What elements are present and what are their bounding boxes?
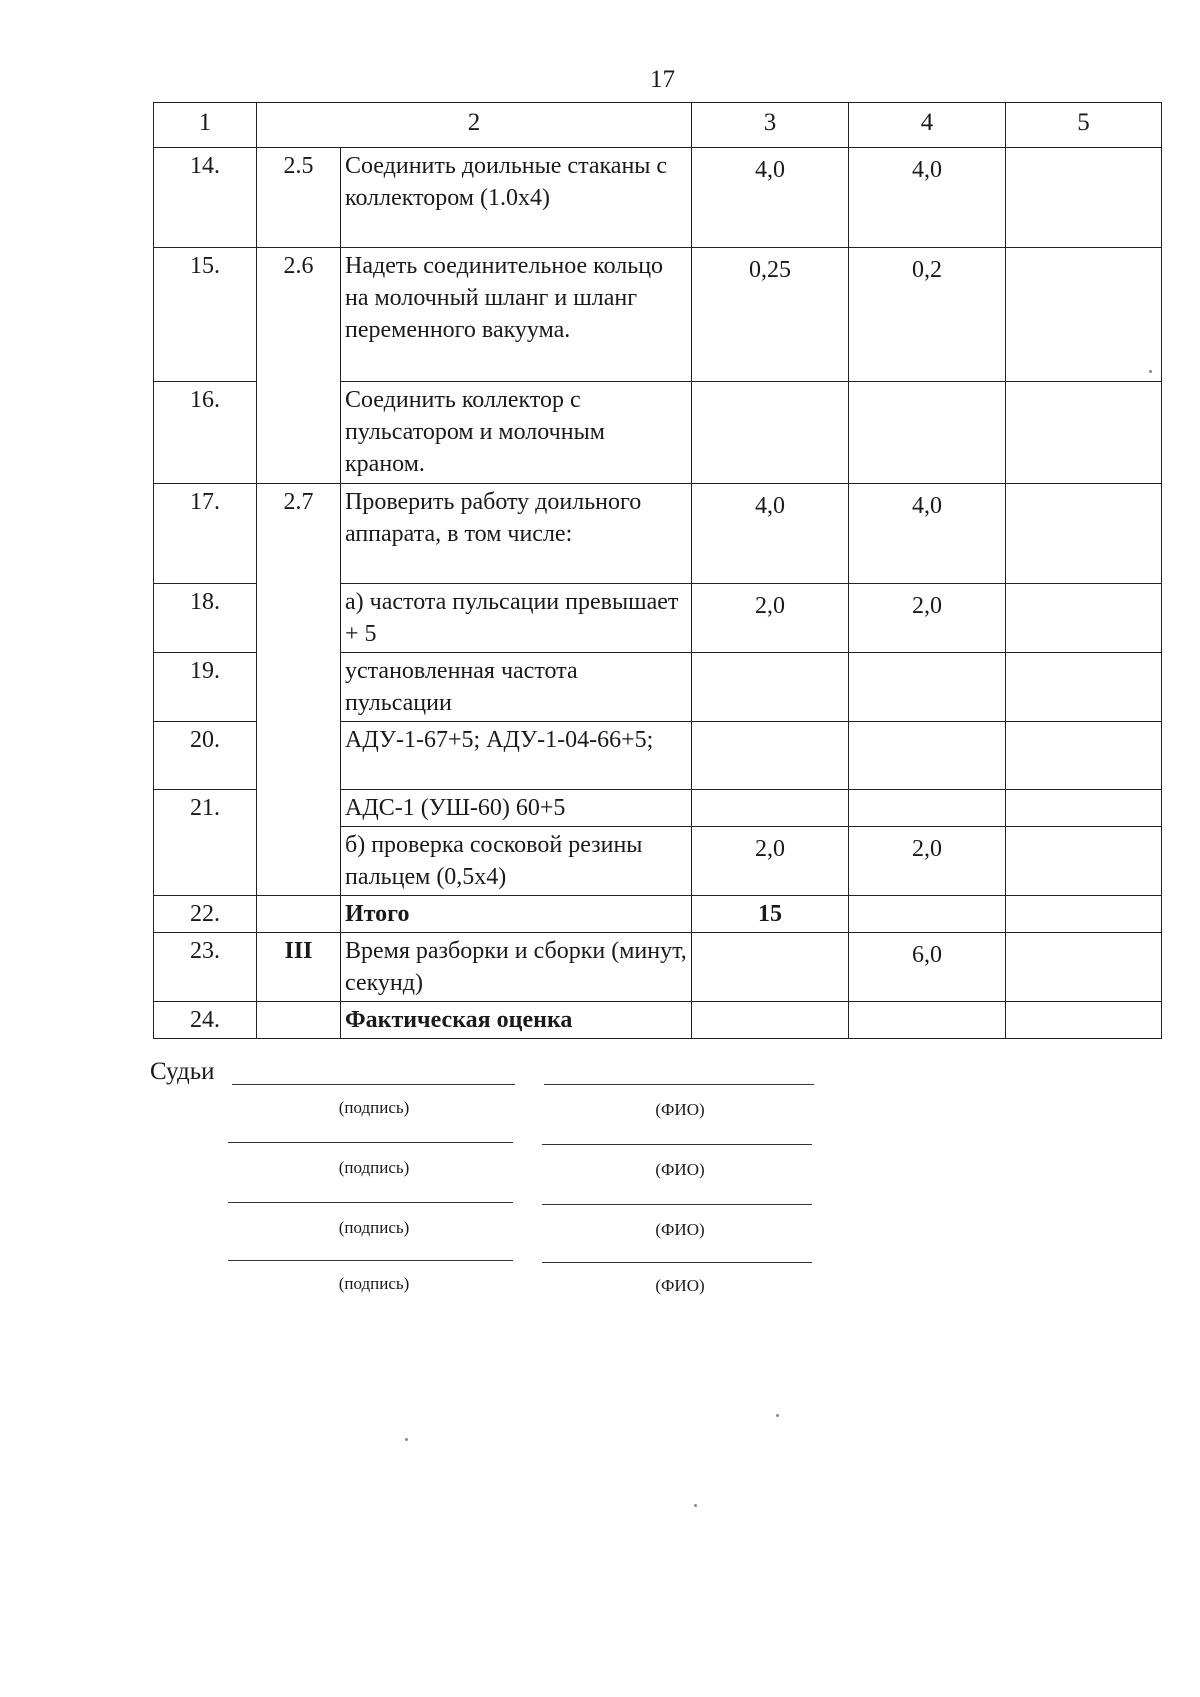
signature-line[interactable] <box>232 1084 515 1085</box>
header-col-2: 2 <box>257 103 692 148</box>
table-row <box>154 484 1162 584</box>
row-text: Итого <box>341 896 692 933</box>
row-code: 2.6 <box>257 248 341 484</box>
row-col-5 <box>1006 148 1162 248</box>
row-col-3: 4,0 <box>692 148 849 248</box>
row-col-5 <box>1006 896 1162 933</box>
name-line[interactable] <box>544 1084 814 1085</box>
signature-caption: (подпись) <box>338 1218 410 1237</box>
name-caption: (ФИО) <box>655 1160 705 1179</box>
row-number: 22. <box>154 896 257 933</box>
header-col-4: 4 <box>849 103 1006 148</box>
row-col-4: 2,0 <box>849 827 1006 896</box>
row-col-5 <box>1006 653 1162 722</box>
row-col-3: 4,0 <box>692 484 849 584</box>
row-code <box>257 896 341 933</box>
row-text: Надеть соединительное кольцо на молочный шланг и шланг переменного вакуума. <box>341 248 692 382</box>
row-number: 23. <box>154 933 257 1002</box>
row-col-5 <box>1006 484 1162 584</box>
table-row <box>154 1002 1162 1039</box>
judges-signature-block <box>150 1058 850 1318</box>
row-code <box>257 1002 341 1039</box>
signature-caption: (подпись) <box>338 1098 410 1117</box>
row-col-4: 4,0 <box>849 148 1006 248</box>
row-number: 15. <box>154 248 257 382</box>
row-number: 24. <box>154 1002 257 1039</box>
name-line[interactable] <box>542 1204 812 1205</box>
signature-caption: (подпись) <box>338 1158 410 1177</box>
row-text: Проверить работу доильного аппарата, в том числе: <box>341 484 692 584</box>
row-col-5 <box>1006 933 1162 1002</box>
table-row <box>154 896 1162 933</box>
header-col-3: 3 <box>692 103 849 148</box>
table-header-row <box>154 103 1162 148</box>
row-number: 19. <box>154 653 257 722</box>
row-col-5 <box>1006 722 1162 790</box>
table-row <box>154 933 1162 1002</box>
row-col-3 <box>692 1002 849 1039</box>
row-text: Соединить коллектор с пульсатором и молочным краном. <box>341 382 692 484</box>
row-col-5 <box>1006 382 1162 484</box>
row-text: Соединить доильные стаканы с коллектором (1.0х4) <box>341 148 692 248</box>
signature-line[interactable] <box>228 1260 513 1261</box>
row-col-3: 15 <box>692 896 849 933</box>
row-col-4 <box>849 382 1006 484</box>
row-number: 21. <box>154 790 257 896</box>
signature-caption: (подпись) <box>338 1274 410 1293</box>
row-col-4 <box>849 790 1006 827</box>
row-text: а) частота пульсации превышает + 5 <box>341 584 692 653</box>
row-col-4 <box>849 653 1006 722</box>
row-code: 2.7 <box>257 484 341 896</box>
row-text: установленная частота пульсации <box>341 653 692 722</box>
judges-label: Судьи <box>150 1058 215 1085</box>
name-line[interactable] <box>542 1262 812 1263</box>
row-text: АДС-1 (УШ-60) 60+5 <box>341 790 692 827</box>
row-col-4: 2,0 <box>849 584 1006 653</box>
row-col-3: 2,0 <box>692 827 849 896</box>
row-number: 16. <box>154 382 257 484</box>
row-number: 18. <box>154 584 257 653</box>
name-caption: (ФИО) <box>655 1220 705 1239</box>
row-col-4: 6,0 <box>849 933 1006 1002</box>
page-number: 17 <box>650 66 675 93</box>
row-col-5 <box>1006 827 1162 896</box>
table-row <box>154 248 1162 382</box>
row-col-3 <box>692 382 849 484</box>
row-col-3 <box>692 722 849 790</box>
scan-speck <box>776 1414 779 1417</box>
row-number: 14. <box>154 148 257 248</box>
row-text: б) проверка сосковой резины пальцем (0,5х4) <box>341 827 692 896</box>
row-number: 20. <box>154 722 257 790</box>
row-col-5 <box>1006 584 1162 653</box>
name-line[interactable] <box>542 1144 812 1145</box>
row-col-4 <box>849 896 1006 933</box>
name-caption: (ФИО) <box>655 1276 705 1295</box>
row-number: 17. <box>154 484 257 584</box>
table-row <box>154 148 1162 248</box>
signature-line[interactable] <box>228 1142 513 1143</box>
row-col-3 <box>692 653 849 722</box>
row-col-4 <box>849 722 1006 790</box>
signature-line[interactable] <box>228 1202 513 1203</box>
row-col-5 <box>1006 790 1162 827</box>
name-caption: (ФИО) <box>655 1100 705 1119</box>
row-col-3: 2,0 <box>692 584 849 653</box>
row-col-4 <box>849 1002 1006 1039</box>
scan-speck <box>405 1438 408 1441</box>
row-col-4: 4,0 <box>849 484 1006 584</box>
header-col-1: 1 <box>154 103 257 148</box>
row-col-3 <box>692 933 849 1002</box>
row-col-5 <box>1006 1002 1162 1039</box>
score-table <box>153 102 1162 1039</box>
scan-speck <box>694 1504 697 1507</box>
row-col-4: 0,2 <box>849 248 1006 382</box>
row-col-3 <box>692 790 849 827</box>
row-code: 2.5 <box>257 148 341 248</box>
scan-speck <box>1149 370 1152 373</box>
row-text: АДУ-1-67+5; АДУ-1-04-66+5; <box>341 722 692 790</box>
row-text: Фактическая оценка <box>341 1002 692 1039</box>
row-code: III <box>257 933 341 1002</box>
header-col-5: 5 <box>1006 103 1162 148</box>
row-col-5 <box>1006 248 1162 382</box>
row-col-3: 0,25 <box>692 248 849 382</box>
row-text: Время разборки и сборки (минут, секунд) <box>341 933 692 1002</box>
